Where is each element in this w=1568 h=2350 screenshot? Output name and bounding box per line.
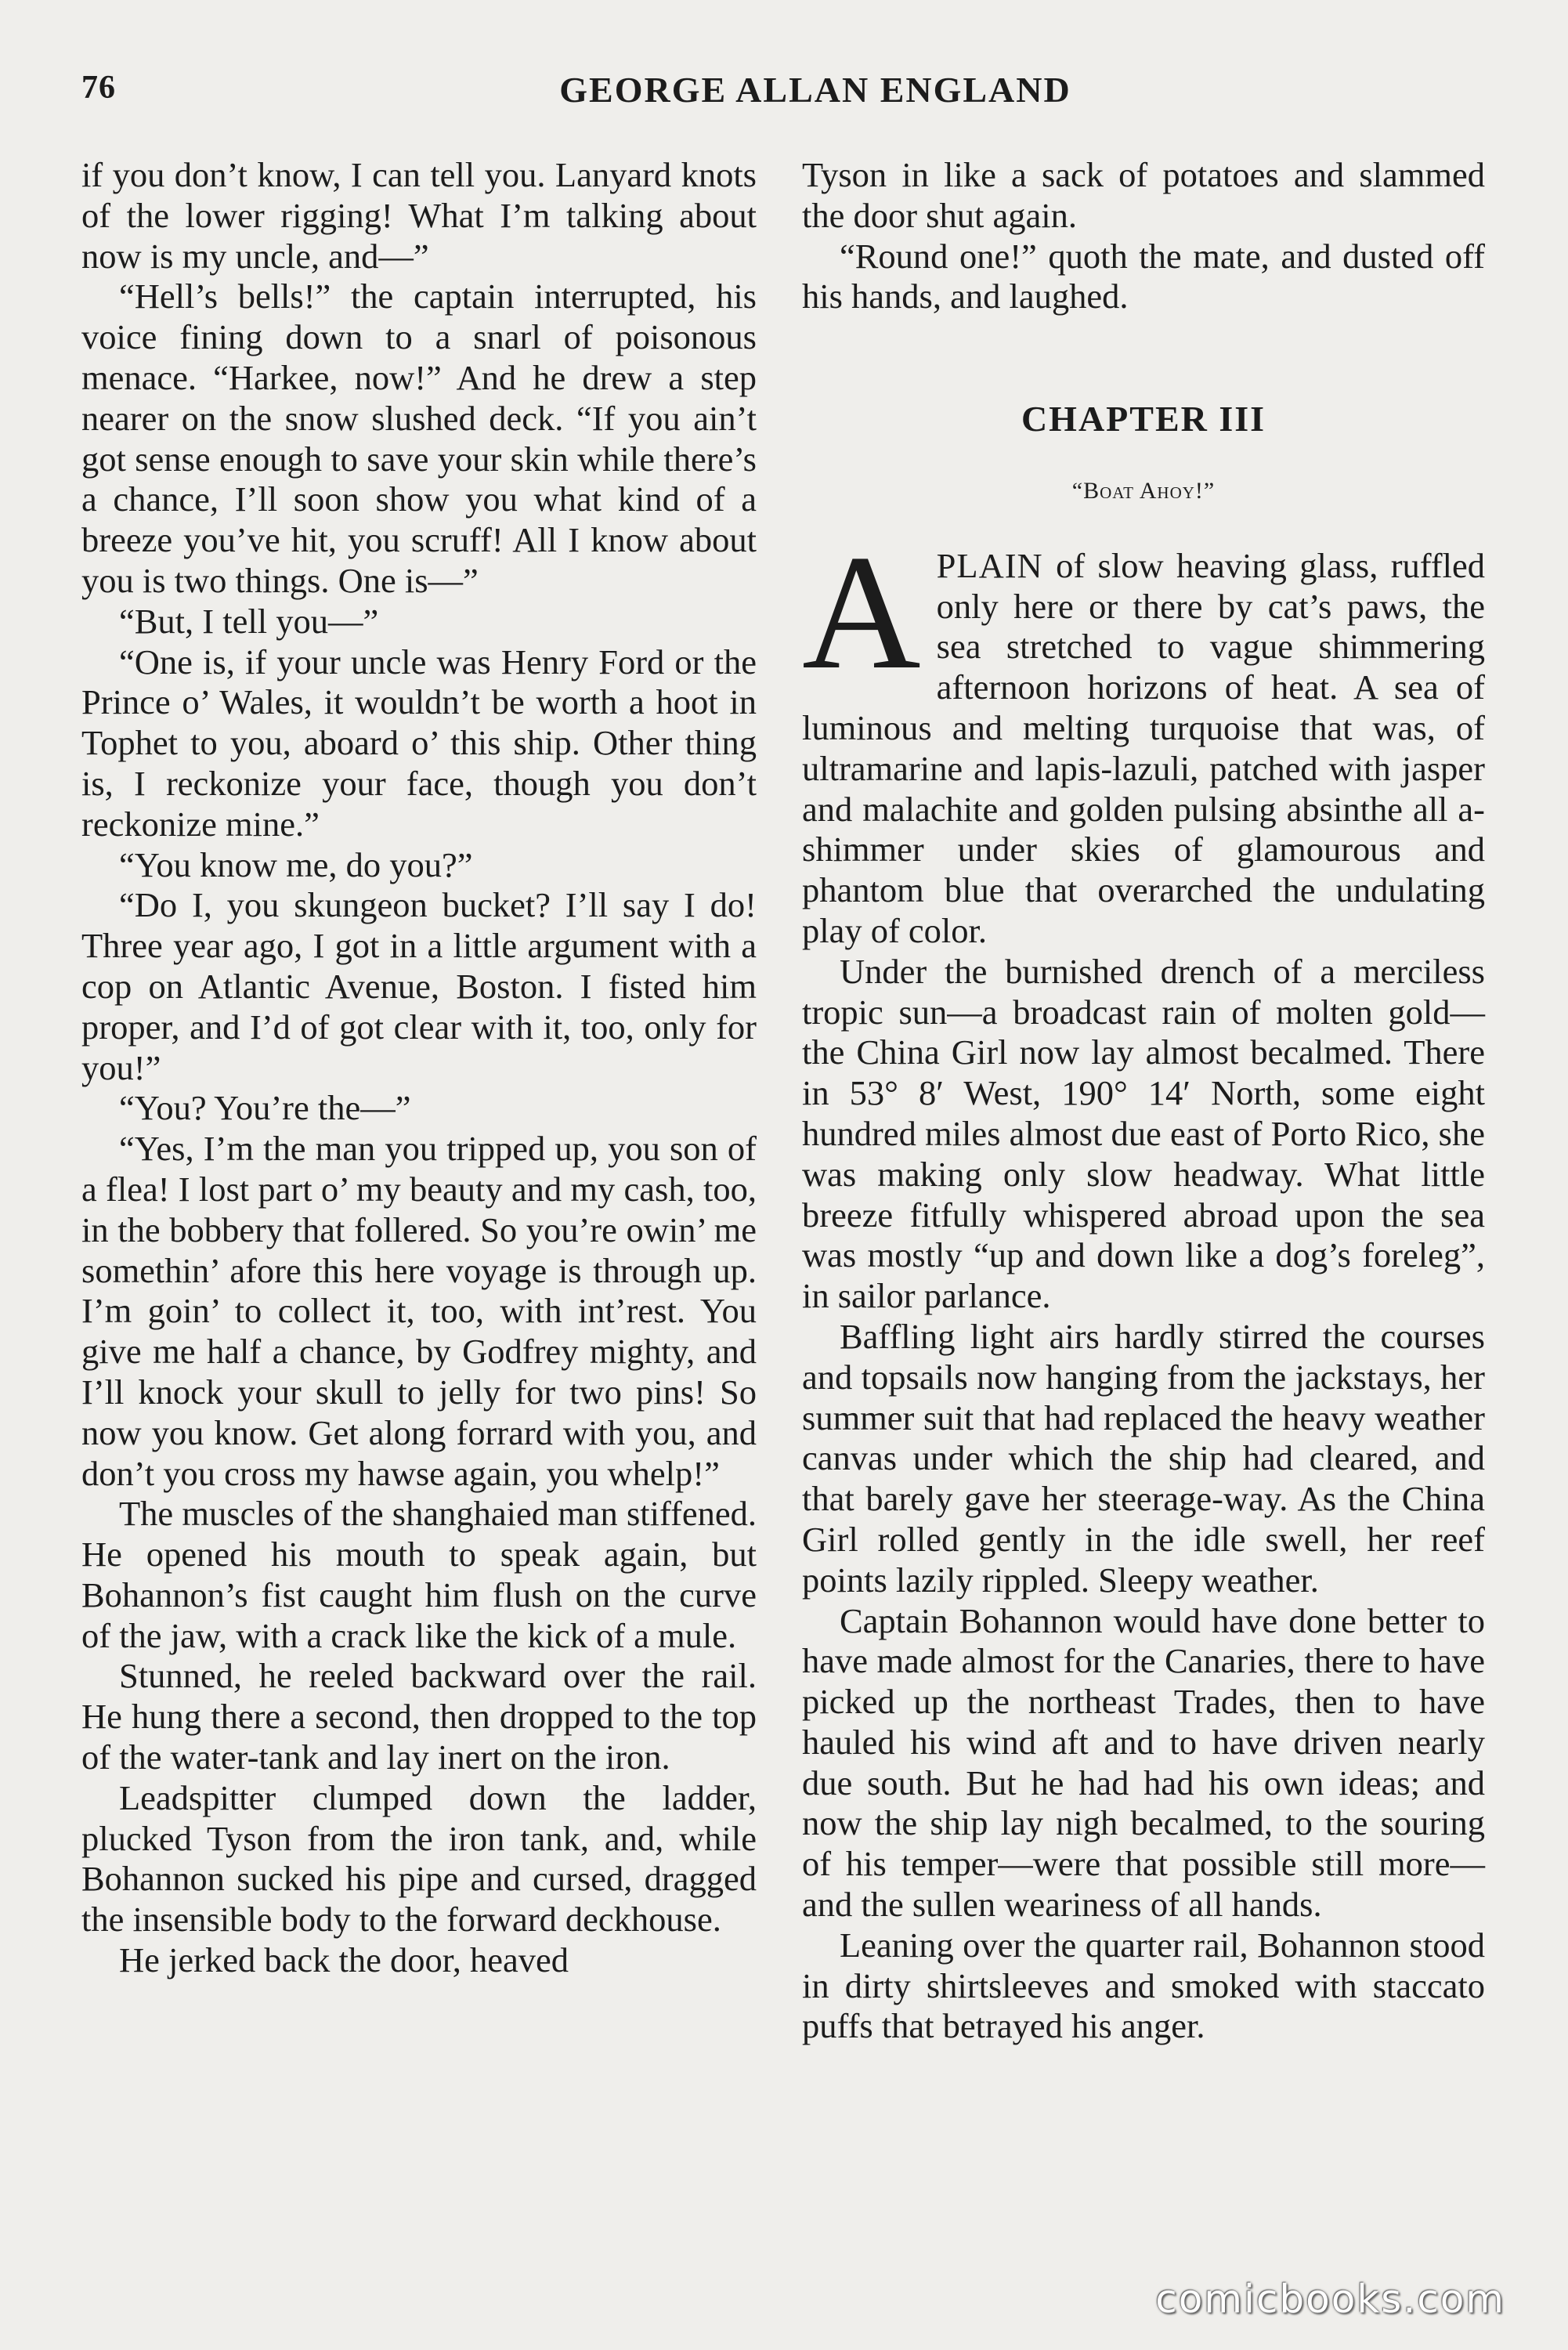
page-header	[81, 69, 1487, 116]
opening-paragraph-text: of slow heaving glass, ruffled only here or there by cat’s paws, the sea stretched to vague shimmering afternoon horizons of heat. A sea of luminous and melting turquoise that was, of ultramarine and lapis-lazuli, patched with jasper and malachite and golden pulsing absinthe all a-shimmer under skies of glamourous and phantom blue that overarched the undulating play of color.	[802, 545, 1485, 950]
paragraph: The muscles of the shanghaied man stiffened. He opened his mouth to speak again, but Bohannon’s fist caught him flush on the curve of the jaw, with a crack like the kick of a mule.	[81, 1494, 757, 1655]
paragraph: Leaning over the quarter rail, Bohannon stood in dirty shirtsleeves and smoked with staccato puffs that betrayed his anger.	[802, 1925, 1485, 2046]
paragraph: Stunned, he reeled backward over the rail. He hung there a second, then dropped to the top of the water-tank and lay inert on the iron.	[81, 1656, 757, 1777]
drop-cap: A	[802, 521, 921, 703]
paragraph: He jerked back the door, heaved	[119, 1940, 569, 1980]
paragraph: Baffling light airs hardly stirred the courses and topsails now hanging from the jackstays, her summer suit that had replaced the heavy weather canvas under which the ship had cleared, and that barely gave her steerage-way. As the China Girl rolled gently in the idle swell, her reef points lazily rippled. Sleepy weather.	[802, 1316, 1485, 1600]
chapter-opening-paragraph	[802, 521, 1485, 952]
right-column	[802, 155, 1485, 2047]
paragraph: Leadspitter clumped down the ladder, plucked Tyson from the iron tank, and, while Bohannon sucked his pipe and cursed, dragged the insensible body to the forward deckhouse.	[81, 1777, 757, 1940]
paragraph: “But, I tell you—”	[119, 601, 379, 641]
watermark: comicbooks.com	[1155, 2276, 1505, 2322]
opening-words: PLAIN	[936, 545, 1043, 585]
paragraph: “Round one!” quoth the mate, and dusted off his hands, and laughed.	[802, 236, 1485, 316]
paragraph: if you don’t know, I can tell you. Lanyard knots of the lower rigging! What I’m talking about now is my uncle, and—”	[81, 155, 757, 276]
running-head: GEORGE ALLAN ENGLAND	[559, 70, 1071, 110]
left-column	[81, 155, 757, 1981]
paragraph: “You? You’re the—”	[119, 1088, 411, 1128]
paragraph: “You know me, do you?”	[119, 844, 473, 884]
paragraph: Captain Bohannon would have done better to have made almost for the Canaries, there to have picked up the northeast Trades, then to have hauled his wind aft and to have driven nearly due south. But he had had his own ideas; and now the ship lay nigh becalmed, to the souring of his temper—were that possible still more—and the sullen weariness of all hands.	[802, 1600, 1485, 1925]
paragraph: “Hell’s bells!” the captain interrupted, his voice fining down to a snarl of poisonous menace. “Harkee, now!” And he drew a step nearer on the snow slushed deck. “If you ain’t got sense enough to save your skin while there’s a chance, I’ll soon show you what kind of a breeze you’ve hit, you scruff! All I know about you is two things. One is—”	[81, 277, 757, 600]
paragraph: Under the burnished drench of a merciless tropic sun—a broadcast rain of molten gold—the China Girl now lay almost becalmed. There in 53° 8′ West, 190° 14′ North, some eight hundred miles almost due east of Porto Rico, she was making only slow headway. What little breeze fitfully whispered abroad upon the sea was mostly “up and down like a dog’s foreleg”, in sailor parlance.	[802, 951, 1485, 1316]
page-number: 76	[81, 70, 116, 106]
paragraph: Tyson in like a sack of potatoes and slammed the door shut again.	[802, 155, 1485, 235]
paragraph: “One is, if your uncle was Henry Ford or the Prince o’ Wales, it wouldn’t be worth a hoot in Tophet to you, aboard o’ this ship. Other thing is, I reckonize your face, though you don’t reckonize mine.”	[81, 642, 757, 844]
paragraph: “Do I, you skungeon bucket? I’ll say I do! Three year ago, I got in a little argument with a cop on Atlantic Avenue, Boston. I fisted him proper, and I’d of got clear with it, too, only for you!”	[81, 885, 757, 1087]
chapter-subtitle: “Boat Ahoy!”	[1071, 477, 1216, 504]
paragraph: “Yes, I’m the man you tripped up, you son of a flea! I lost part o’ my beauty and my cash, too, in the bobbery that follered. So you’re owin’ me somethin’ afore this here voyage is through up. I’m goin’ to collect it, too, with int’rest. You give me half a chance, by Godfrey mighty, and I’ll knock your skull to jelly for two pins! So now you know. Get along forrard with you, and don’t you cross my hawse again, you whelp!”	[81, 1129, 757, 1493]
chapter-heading: CHAPTER III	[1021, 399, 1266, 439]
